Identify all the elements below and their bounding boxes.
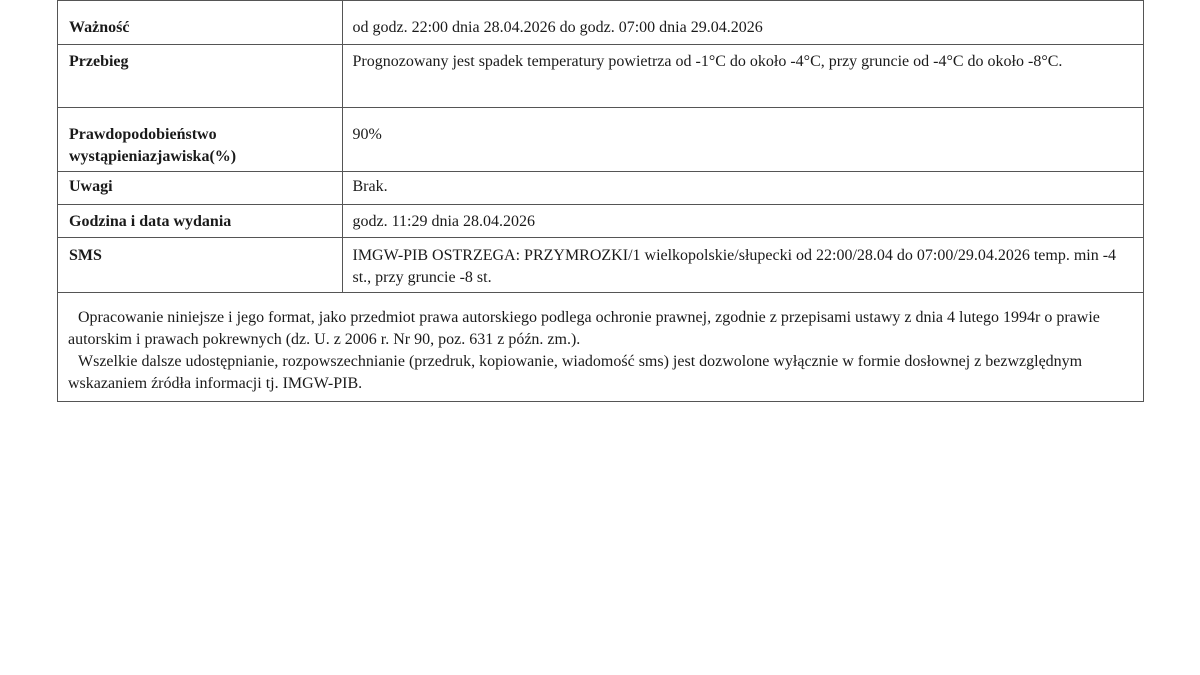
row-label-issue-time: Godzina i data wydania [58,205,342,238]
row-value-probability: 90% [342,108,1143,172]
table-row-course [58,45,1143,108]
row-value-course: Prognozowany jest spadek temperatury powietrza od -1°C do około -4°C, przy gruncie od -4°C do około -8°C. [342,45,1143,108]
table-row-probability [58,108,1143,172]
row-label-remarks: Uwagi [58,172,342,205]
row-value-issue-time: godz. 11:29 dnia 28.04.2026 [342,205,1143,238]
distribution-notice: Wszelkie dalsze udostępnianie, rozpowszechnianie (przedruk, kopiowanie, wiadomość sms) jest dozwolone wyłącznie w formie dosłownej z bezwzględnym wskazaniem źródła informacji tj. IMGW-PIB. [68,353,1083,392]
row-value-remarks: Brak. [342,172,1143,205]
table-row-remarks [58,172,1143,205]
row-label-validity: Ważność [58,1,342,45]
copyright-footer [58,293,1143,401]
row-label-course: Przebieg [58,45,342,108]
row-label-probability: Prawdopodobieństwo wystąpieniazjawiska(%) [58,108,342,172]
warning-table [58,0,1143,293]
copyright-notice: Opracowanie niniejsze i jego format, jako przedmiot prawa autorskiego podlega ochronie prawnej, zgodnie z przepisami ustawy z dnia 4 lutego 1994r o prawie autorskim i prawach pokrewnych (dz. U. z 2006 r. Nr 90, poz. 631 z późn. zm.). [68,309,1100,348]
row-value-sms: IMGW-PIB OSTRZEGA: PRZYMROZKI/1 wielkopolskie/słupecki od 22:00/28.04 do 07:00/29.04.2026 temp. min -4 st., przy gruncie -8 st. [342,238,1143,293]
row-label-sms: SMS [58,238,342,293]
table-row-validity [58,1,1143,45]
table-row-sms [58,238,1143,293]
row-value-validity: od godz. 22:00 dnia 28.04.2026 do godz. 07:00 dnia 29.04.2026 [342,1,1143,45]
table-row-issue-time [58,205,1143,238]
warning-document [57,0,1144,402]
